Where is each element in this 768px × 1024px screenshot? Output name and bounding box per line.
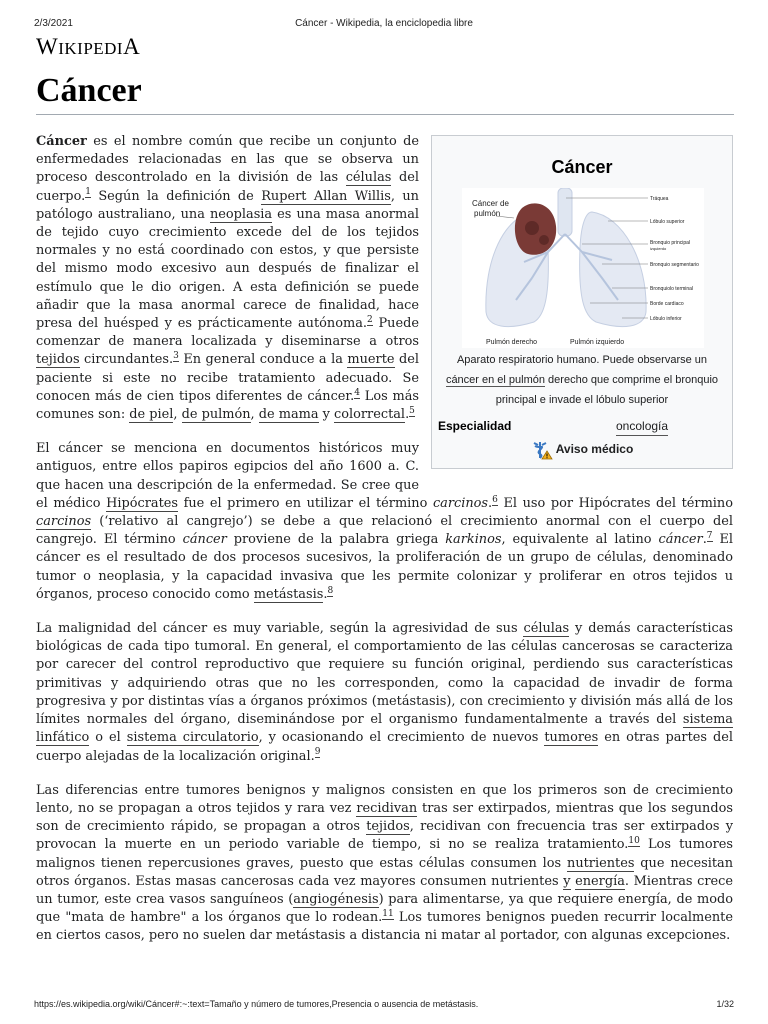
article-content xyxy=(36,133,733,962)
label-izquierdo: izquierdo xyxy=(650,246,667,251)
print-url: https://es.wikipedia.org/wiki/Cáncer#:~:text=Tamaño y número de tumores,Presencia o ausencia de metástasis. xyxy=(34,999,479,1009)
link-y[interactable]: y xyxy=(563,873,571,889)
link-hipocrates[interactable]: Hipócrates xyxy=(106,495,178,511)
label-right-lung: Pulmón derecho xyxy=(486,339,537,346)
ref-5[interactable]: 5 xyxy=(409,405,415,416)
text: . xyxy=(702,532,707,548)
ref-10[interactable]: 10 xyxy=(628,836,640,847)
text: (‘relativo al cangrejo’) se debe a que relacionó el crecimiento anormal con el cuerpo del cangrejo. El término xyxy=(36,514,733,548)
infobox-caption xyxy=(438,350,726,410)
ref-2[interactable]: 2 xyxy=(366,314,373,325)
link-carcinos[interactable] xyxy=(36,514,91,530)
text: . xyxy=(323,586,328,602)
text: . Mientras crece un tumor, este crea vasos sanguíneos ( xyxy=(36,873,734,907)
text: o el xyxy=(89,730,127,746)
logo-middle: IKIPEDI xyxy=(58,39,124,58)
label-cancer-line2: pulmón xyxy=(474,209,501,218)
link-energia[interactable]: energía xyxy=(575,873,625,889)
text: circundantes. xyxy=(79,352,174,368)
print-date: 2/3/2021 xyxy=(34,18,73,29)
term-karkinos: karkinos xyxy=(445,532,502,548)
label-left-lung: Pulmón izquierdo xyxy=(570,339,625,346)
text: El uso por Hipócrates del término xyxy=(497,495,733,511)
link-sistema-linfatico[interactable]: sistema linfático xyxy=(36,712,733,746)
text: Puede comenzar de manera localizada y diseminarse a otros xyxy=(36,316,419,350)
page-title: Cáncer xyxy=(36,72,142,109)
link-tejidos-2[interactable]: tejidos xyxy=(366,819,410,835)
especialidad-link[interactable]: oncología xyxy=(616,417,668,436)
infobox xyxy=(431,135,733,469)
caption-line-2 xyxy=(438,370,726,390)
label-lobulo-superior: Lóbulo superior xyxy=(650,219,685,225)
label-borde-cardiaco: Borde cardiaco xyxy=(650,301,684,307)
ref-11[interactable]: 11 xyxy=(382,908,394,919)
text: Los tumores benignos pueden recurrir localmente en ciertos casos, pero no suelen dar metástasis a distancia ni matar al portador, con algunas excepciones. xyxy=(36,910,733,944)
ref-6[interactable]: 6 xyxy=(492,494,498,505)
text: en otras partes del cuerpo alejadas de la localización original. xyxy=(36,730,733,764)
print-footer xyxy=(34,999,734,1009)
aviso-medico-label: Aviso médico xyxy=(555,442,634,457)
caption-text: derecho que comprime el bronquio xyxy=(545,374,719,386)
text: del cuerpo. xyxy=(36,170,419,204)
link-muerte[interactable]: muerte xyxy=(347,352,395,368)
term-carcinos: carcinos xyxy=(432,495,489,511)
link-cancer-de-piel[interactable]: de piel xyxy=(129,407,174,423)
text: ) para alimentarse, ya que requiere energía, de modo que "mata de hambre" a los órganos que lo rodean. xyxy=(36,891,733,926)
label-bronquiolo-terminal: Bronquiolo terminal xyxy=(650,286,694,292)
text: , y ocasionando el crecimiento de nuevos xyxy=(258,730,545,746)
ref-4[interactable]: 4 xyxy=(354,387,360,398)
caduceus-warning-icon xyxy=(531,440,553,460)
ref-9[interactable]: 9 xyxy=(314,747,321,758)
link-rupert-allan-willis[interactable]: Rupert Allan Willis xyxy=(261,188,391,204)
paragraph-3 xyxy=(36,620,733,766)
text: , xyxy=(250,407,259,423)
link-cancer-colorrectal[interactable]: colorrectal xyxy=(334,407,406,423)
wikipedia-logo[interactable] xyxy=(36,34,140,60)
print-page-number: 1/32 xyxy=(716,999,734,1009)
label-bronquio-segmentario: Bronquio segmentario xyxy=(650,262,699,268)
ref-3[interactable]: 3 xyxy=(173,351,179,362)
term-cancer-latin: cáncer xyxy=(658,532,703,548)
text: El cáncer es el resultado de dos procesos sucesivos, la proliferación de un grupo de células, denominado tumor o neoplasia, y la capacidad invasiva que les permite colonizar y proliferar en otros tejidos u órganos, proceso conocido como xyxy=(36,532,733,602)
link-carcinos-text: carcinos xyxy=(36,514,92,530)
text: . xyxy=(488,495,493,511)
ref-1[interactable]: 1 xyxy=(85,187,91,198)
link-tejidos[interactable]: tejidos xyxy=(36,352,80,368)
text: El cáncer se menciona en documentos históricos muy antiguos, entre ellos papiros egipcios del año 1600 a. C. que hacen una descripción de la enfermedad. Se cree que el médico xyxy=(36,441,419,511)
lung-diagram-image[interactable] xyxy=(462,188,704,348)
link-metastasis[interactable]: metástasis xyxy=(253,586,324,602)
link-sistema-circulatorio[interactable]: sistema circulatorio xyxy=(126,730,259,746)
link-cancer-de-pulmon[interactable]: de pulmón xyxy=(181,407,251,423)
text: Las diferencias entre tumores benignos y malignos consisten en que los primeros son de crecimiento lento, no se propagan a otros tejidos y rara vez xyxy=(36,782,733,816)
label-lobulo-inferior: Lóbulo inferior xyxy=(650,316,682,322)
link-recidivan[interactable]: recidivan xyxy=(356,800,418,816)
text: y demás características biológicas de cada tipo tumoral. En general, el comportamiento de las células cancerosas se caracteriza por carecer del control reproductivo que requiere su función original, perdiendo sus características primitivas y adquiriendo otras que no les corresponden, como la capacidad de invadir de forma progresiva y por distintas vías a órganos próximos (metástasis), con crecimiento y división más allá de los límites normales del órgano, diseminándose por el organismo fundamentalmente a través del xyxy=(36,621,733,728)
infobox-title: Cáncer xyxy=(551,157,613,177)
label-traquea: Tráquea xyxy=(650,196,669,202)
caption-line-3: principal e invade el lóbulo superior xyxy=(495,394,669,406)
text: La malignidad del cáncer es muy variable, según la agresividad de sus xyxy=(36,621,524,637)
link-celulas[interactable]: células xyxy=(345,170,392,186)
logo-w: W xyxy=(36,34,59,59)
aviso-medico[interactable] xyxy=(432,440,732,460)
text: que necesitan otros órganos. Estas masas cancerosas cada vez mayores consumen nutrientes xyxy=(36,855,734,889)
text: , un patólogo australiano, una xyxy=(36,188,419,222)
link-neoplasia[interactable]: neoplasia xyxy=(209,206,273,222)
ref-8[interactable]: 8 xyxy=(327,585,334,596)
text: , recidivan con frecuencia tras ser extirpados y provocan la muerte en un periodo variable de tiempo, si no se realiza tratamiento. xyxy=(36,819,733,853)
text: proviene de la palabra griega xyxy=(226,532,446,548)
logo-a: A xyxy=(123,34,141,59)
text: fue el primero en utilizar el término xyxy=(178,495,433,511)
term-cancer: cáncer xyxy=(182,532,227,548)
text: En general conduce a la xyxy=(178,352,348,368)
ref-7[interactable]: 7 xyxy=(706,530,713,541)
text: Los tumores malignos tienen repercusiones graves, puesto que estas células consumen los xyxy=(36,837,733,871)
text: del paciente si este no recibe tratamiento adecuado. Se conocen más de cien tipos diferentes de cáncer. xyxy=(36,352,419,404)
text: . xyxy=(405,407,410,423)
especialidad-label: Especialidad xyxy=(438,419,512,433)
link-celulas-2[interactable]: células xyxy=(523,621,570,637)
lead-term: Cáncer xyxy=(36,134,87,149)
text: y xyxy=(318,407,335,423)
label-cancer-line1: Cáncer de xyxy=(472,199,509,208)
link-tumores[interactable]: tumores xyxy=(544,730,599,746)
text: es el nombre común que recibe un conjunto de enfermedades relacionadas en las que se observa un proceso descontrolado en la división de las xyxy=(36,134,419,186)
text: Los más comunes son: xyxy=(36,388,419,423)
text: , xyxy=(173,407,182,423)
text: Según la definición de xyxy=(90,188,262,204)
title-divider xyxy=(36,114,734,115)
link-cancer-de-mama[interactable]: de mama xyxy=(258,407,319,423)
text: , equivalente al latino xyxy=(501,532,659,548)
label-bronquio-principal: Bronquio principal xyxy=(650,240,691,246)
link-angiogenesis[interactable]: angiogénesis xyxy=(293,891,379,907)
paragraph-4 xyxy=(36,782,733,946)
caption-line-1: Aparato respiratorio humano. Puede observarse un xyxy=(456,354,708,366)
link-nutrientes[interactable]: nutrientes xyxy=(567,855,635,871)
print-page-title: Cáncer - Wikipedia, la enciclopedia libre xyxy=(295,18,473,29)
text: es una masa anormal de tejido cuyo crecimiento excede del de los tejidos normales y no está coordinado con estos, y que persiste del mismo modo excesivo aun después de finalizar el estímulo que le dio origen. A esta definición se puede añadir que la masa anormal carece de finalidad, hace presa del huésped y es prácticamente autónoma. xyxy=(36,206,420,332)
caption-link-cancer-pulmon[interactable]: cáncer en el pulmón xyxy=(445,374,545,386)
text: tras ser extirpados, mientras que los segundos son de crecimiento rápido, se propagan a otros xyxy=(36,800,733,835)
